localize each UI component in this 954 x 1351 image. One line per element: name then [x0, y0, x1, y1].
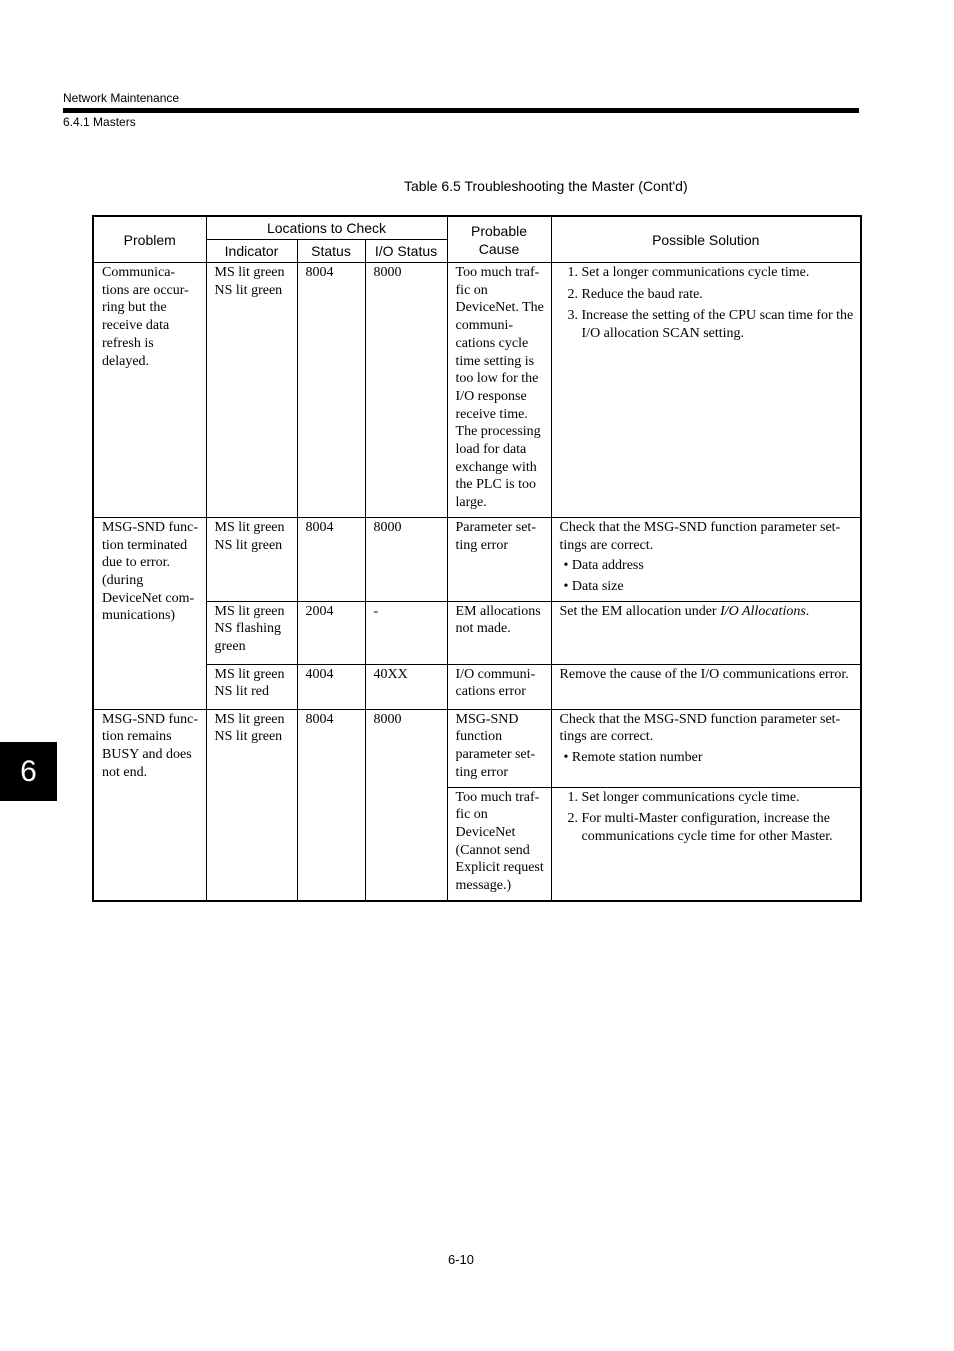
status-cell: 8004: [297, 517, 365, 601]
col-header-indicator: Indicator: [206, 240, 297, 263]
col-header-locations: Locations to Check: [206, 216, 447, 240]
status-cell: 8004: [297, 709, 365, 901]
table-row: [93, 263, 861, 518]
cause-cell: Too much traf-fic on DeviceNet (Cannot send Explicit request message.): [447, 787, 551, 901]
section-header: Network Maintenance: [63, 91, 180, 105]
problem-cell: MSG-SND func-tion terminated due to error. (during DeviceNet com-munications): [93, 517, 206, 709]
solution-cell: [551, 709, 861, 787]
solution-item: 2. Reduce the baud rate.: [582, 286, 857, 304]
troubleshooting-table: [92, 215, 862, 902]
table-row: [93, 517, 861, 601]
indicator-line: MS lit green: [214, 711, 285, 727]
solution-list: [560, 789, 857, 846]
table-row: [93, 709, 861, 787]
io-status-cell: 40XX: [365, 664, 447, 709]
col-header-io-status: I/O Status: [365, 240, 447, 263]
io-status-cell: 8000: [365, 263, 447, 518]
cause-cell: Too much traf-fic on DeviceNet. The communi-cations cycle time setting is too low for the I/O response receive time. The processing load for data exchange with the PLC is too large.: [447, 263, 551, 518]
subsection-header: 6.4.1 Masters: [63, 115, 136, 129]
solution-cell: [551, 601, 861, 664]
indicator-line: NS lit green: [214, 282, 283, 298]
col-header-problem: Problem: [93, 216, 206, 263]
indicator-cell: [206, 709, 297, 901]
solution-cell: [551, 517, 861, 601]
col-header-cause: Probable Cause: [447, 216, 551, 263]
indicator-cell: [206, 601, 297, 664]
solution-bullet: • Data address: [563, 558, 644, 574]
io-status-cell: -: [365, 601, 447, 664]
status-cell: 8004: [297, 263, 365, 518]
table-row: [93, 664, 861, 709]
problem-cell: Communica-tions are occur-ring but the receive data refresh is delayed.: [93, 263, 206, 518]
solution-item: 1. Set longer communications cycle time.: [582, 789, 857, 807]
indicator-line: NS lit green: [214, 537, 283, 553]
solution-text: Check that the MSG-SND function parameter set-tings are correct.: [559, 711, 841, 745]
indicator-cell: [206, 517, 297, 601]
indicator-line: MS lit green: [214, 603, 285, 619]
indicator-line: NS lit green: [214, 729, 283, 745]
cause-cell: MSG-SND function parameter set-ting error: [447, 709, 551, 787]
chapter-tab: 6: [0, 742, 57, 801]
solution-cell: Remove the cause of the I/O communications error.: [551, 664, 861, 709]
indicator-line: MS lit green: [214, 519, 285, 535]
solution-bullet: • Remote station number: [563, 750, 703, 766]
table-row: [93, 601, 861, 664]
solution-cell: [551, 787, 861, 901]
cause-cell: Parameter set-ting error: [447, 517, 551, 601]
solution-text: Check that the MSG-SND function parameter set-tings are correct.: [559, 519, 841, 553]
cause-cell: I/O communi-cations error: [447, 664, 551, 709]
io-status-cell: 8000: [365, 517, 447, 601]
page-number: 6-10: [447, 1252, 475, 1267]
indicator-cell: [206, 664, 297, 709]
cause-cell: EM allocations not made.: [447, 601, 551, 664]
solution-item: 2. For multi-Master configuration, increase the communications cycle time for other Master.: [582, 810, 857, 845]
header-rule: [63, 108, 859, 113]
status-cell: 4004: [297, 664, 365, 709]
col-header-status: Status: [297, 240, 365, 263]
solution-item: 3. Increase the setting of the CPU scan time for the I/O allocation SCAN setting.: [582, 307, 857, 342]
solution-text-suffix: .: [805, 603, 810, 619]
solution-list: [560, 264, 857, 343]
status-cell: 2004: [297, 601, 365, 664]
indicator-line: MS lit green: [214, 666, 285, 682]
solution-italic-ref: I/O Allocations: [720, 603, 806, 619]
solution-item: 1. Set a longer communications cycle time.: [582, 264, 857, 282]
indicator-line: NS flashing green: [214, 621, 281, 655]
solution-cell: [551, 263, 861, 518]
solution-bullet: • Data size: [563, 578, 624, 594]
indicator-cell: [206, 263, 297, 518]
indicator-line: NS lit red: [214, 684, 269, 700]
col-header-solution: Possible Solution: [551, 216, 861, 263]
solution-text: Set the EM allocation under: [559, 603, 721, 619]
indicator-line: MS lit green: [214, 265, 285, 280]
problem-cell: MSG-SND func-tion remains BUSY and does not end.: [93, 709, 206, 901]
io-status-cell: 8000: [365, 709, 447, 901]
table-caption: Table 6.5 Troubleshooting the Master (Cont'd): [404, 178, 688, 194]
